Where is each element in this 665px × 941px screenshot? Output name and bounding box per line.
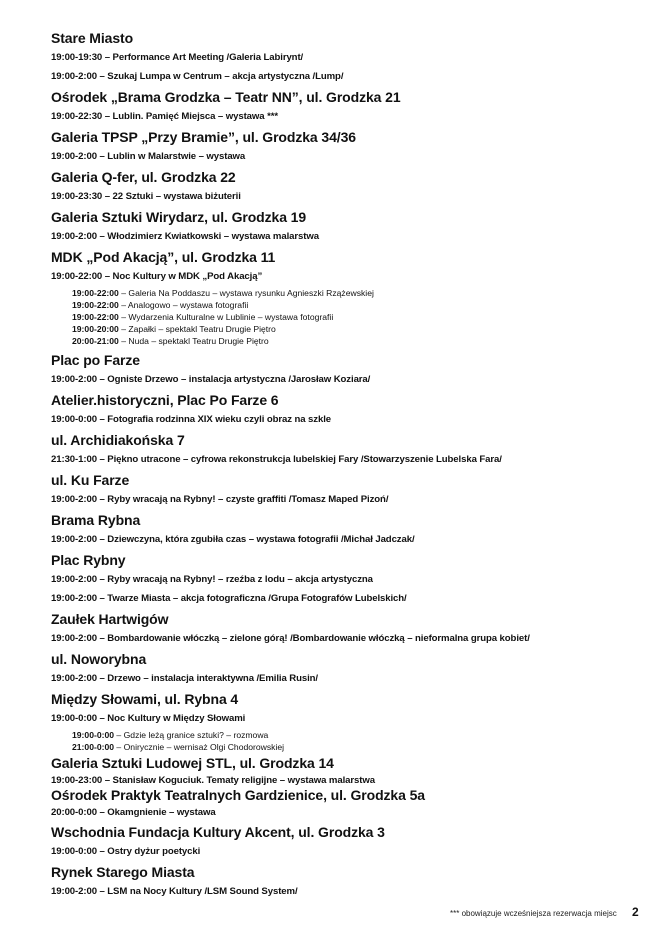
event-line: 19:00-22:30 – Lublin. Pamięć Miejsca – wystawa *** xyxy=(51,111,278,122)
event-line: 19:00-2:00 – Lublin w Malarstwie – wystawa xyxy=(51,151,246,162)
event-line: 19:00-2:00 – Bombardowanie włóczką – zielone górą! /Bombardowanie włóczką – nieformalna grupa kobiet/ xyxy=(51,633,530,644)
event-line: 19:00-2:00 – Szukaj Lumpa w Centrum – akcja artystyczna /Lump/ xyxy=(51,71,344,82)
venue-heading: Stare Miasto xyxy=(51,30,134,46)
venue-section xyxy=(51,863,651,901)
sub-event-text: – Wydarzenia Kulturalne w Lublinie – wystawa fotografii xyxy=(118,312,334,322)
sub-event-list xyxy=(72,287,651,347)
venue-section xyxy=(51,128,651,166)
venue-section xyxy=(51,431,651,469)
venue-heading: Plac Rybny xyxy=(51,552,126,568)
venue-heading: MDK „Pod Akacją”, ul. Grodzka 11 xyxy=(51,249,276,265)
sub-event-text: – Zapałki – spektakl Teatru Drugie Piętro xyxy=(118,324,276,334)
venue-section xyxy=(51,551,651,608)
venue-heading: Galeria Sztuki Wirydarz, ul. Grodzka 19 xyxy=(51,209,307,225)
event-line: 19:00-2:00 – Ryby wracają na Rybny! – rzeźba z lodu – akcja artystyczna xyxy=(51,574,373,585)
sub-event-text: – Nuda – spektakl Teatru Drugie Piętro xyxy=(118,336,269,346)
event-line: 19:00-0:00 – Ostry dyżur poetycki xyxy=(51,846,201,857)
event-line: 19:00-0:00 – Noc Kultury w Między Słowami xyxy=(51,713,246,724)
venue-heading: Zaułek Hartwigów xyxy=(51,611,169,627)
event-line: 19:00-2:00 – Ogniste Drzewo – instalacja artystyczna /Jarosław Koziara/ xyxy=(51,374,371,385)
sub-event-list xyxy=(72,729,651,753)
venue-heading: Atelier.historyczni, Plac Po Farze 6 xyxy=(51,392,279,408)
venue-heading: Galeria TPSP „Przy Bramie”, ul. Grodzka 34/36 xyxy=(51,129,356,145)
event-line: 21:30-1:00 – Piękno utracone – cyfrowa rekonstrukcja lubelskiej Fary /Stowarzyszenie Lubelska Fara/ xyxy=(51,454,502,465)
sub-event-text: – Analogowo – wystawa fotografii xyxy=(118,300,249,310)
event-line: 19:00-0:00 – Fotografia rodzinna XIX wieku czyli obraz na szkle xyxy=(51,414,332,425)
venue-heading: Galeria Q-fer, ul. Grodzka 22 xyxy=(51,169,236,185)
sub-event-item xyxy=(72,741,651,753)
venue-heading: Wschodnia Fundacja Kultury Akcent, ul. Grodzka 3 xyxy=(51,824,385,840)
venue-heading: Galeria Sztuki Ludowej STL, ul. Grodzka 14 xyxy=(51,755,334,771)
event-line: 19:00-23:30 – 22 Sztuki – wystawa biżuterii xyxy=(51,191,241,202)
venue-section xyxy=(51,391,651,429)
event-line: 19:00-23:00 – Stanisław Koguciuk. Tematy religijne – wystawa malarstwa xyxy=(51,775,375,786)
event-line: 19:00-19:30 – Performance Art Meeting /Galeria Labirynt/ xyxy=(51,52,304,63)
venue-section xyxy=(51,29,651,86)
sub-event-item xyxy=(72,323,651,335)
sub-event-time: 19:00-22:00 xyxy=(72,288,119,298)
page-number: 2 xyxy=(632,905,639,919)
venue-heading: Plac po Farze xyxy=(51,352,140,368)
sub-event-text: – Galeria Na Poddaszu – wystawa rysunku Agnieszki Rzążewskiej xyxy=(118,288,374,298)
sub-event-item xyxy=(72,335,651,347)
venue-heading: Ośrodek „Brama Grodzka – Teatr NN”, ul. Grodzka 21 xyxy=(51,89,401,105)
venue-heading: Między Słowami, ul. Rybna 4 xyxy=(51,691,239,707)
sub-event-text: – Gdzie leżą granice sztuki? – rozmowa xyxy=(114,730,269,740)
venue-heading: Ośrodek Praktyk Teatralnych Gardzienice, ul. Grodzka 5a xyxy=(51,787,425,803)
venue-heading: Rynek Starego Miasta xyxy=(51,864,195,880)
venue-section xyxy=(51,650,651,688)
sub-event-item xyxy=(72,729,651,741)
event-line: 19:00-2:00 – LSM na Nocy Kultury /LSM Sound System/ xyxy=(51,886,298,897)
venue-section xyxy=(51,823,651,861)
venue-heading: ul. Archidiakońska 7 xyxy=(51,432,185,448)
venue-section xyxy=(51,208,651,246)
sub-event-item xyxy=(72,299,651,311)
venue-heading: ul. Ku Farze xyxy=(51,472,130,488)
event-line: 19:00-2:00 – Dziewczyna, która zgubiła czas – wystawa fotografii /Michał Jadczak/ xyxy=(51,534,415,545)
venue-section xyxy=(51,610,651,648)
venue-section xyxy=(51,168,651,206)
sub-event-item xyxy=(72,287,651,299)
footer-note: *** obowiązuje wcześniejsza rezerwacja miejsc xyxy=(450,909,617,918)
sub-event-time: 19:00-22:00 xyxy=(72,300,119,310)
venue-section xyxy=(51,248,651,347)
venue-section xyxy=(51,88,651,126)
sub-event-item xyxy=(72,311,651,323)
venue-section xyxy=(51,471,651,509)
event-line: 19:00-2:00 – Ryby wracają na Rybny! – czyste graffiti /Tomasz Maped Pizoń/ xyxy=(51,494,389,505)
venue-section xyxy=(51,786,651,821)
sub-event-time: 21:00-0:00 xyxy=(72,742,115,752)
event-line: 20:00-0:00 – Okamgnienie – wystawa xyxy=(51,807,216,818)
sub-event-text: – Onirycznie – wernisaż Olgi Chodorowskiej xyxy=(114,742,285,752)
event-line: 19:00-2:00 – Drzewo – instalacja interaktywna /Emilia Rusin/ xyxy=(51,673,319,684)
venue-heading: ul. Noworybna xyxy=(51,651,147,667)
venue-section xyxy=(51,351,651,389)
sub-event-time: 19:00-22:00 xyxy=(72,312,119,322)
venue-section xyxy=(51,511,651,549)
sub-event-time: 19:00-20:00 xyxy=(72,324,119,334)
event-line: 19:00-2:00 – Włodzimierz Kwiatkowski – wystawa malarstwa xyxy=(51,231,319,242)
venue-heading: Brama Rybna xyxy=(51,512,141,528)
sub-event-time: 19:00-0:00 xyxy=(72,730,115,740)
event-program xyxy=(51,27,651,901)
sub-event-time: 20:00-21:00 xyxy=(72,336,119,346)
venue-section xyxy=(51,754,651,789)
venue-section xyxy=(51,690,651,753)
event-line: 19:00-22:00 – Noc Kultury w MDK „Pod Akacją” xyxy=(51,271,263,282)
event-line: 19:00-2:00 – Twarze Miasta – akcja fotograficzna /Grupa Fotografów Lubelskich/ xyxy=(51,593,407,604)
